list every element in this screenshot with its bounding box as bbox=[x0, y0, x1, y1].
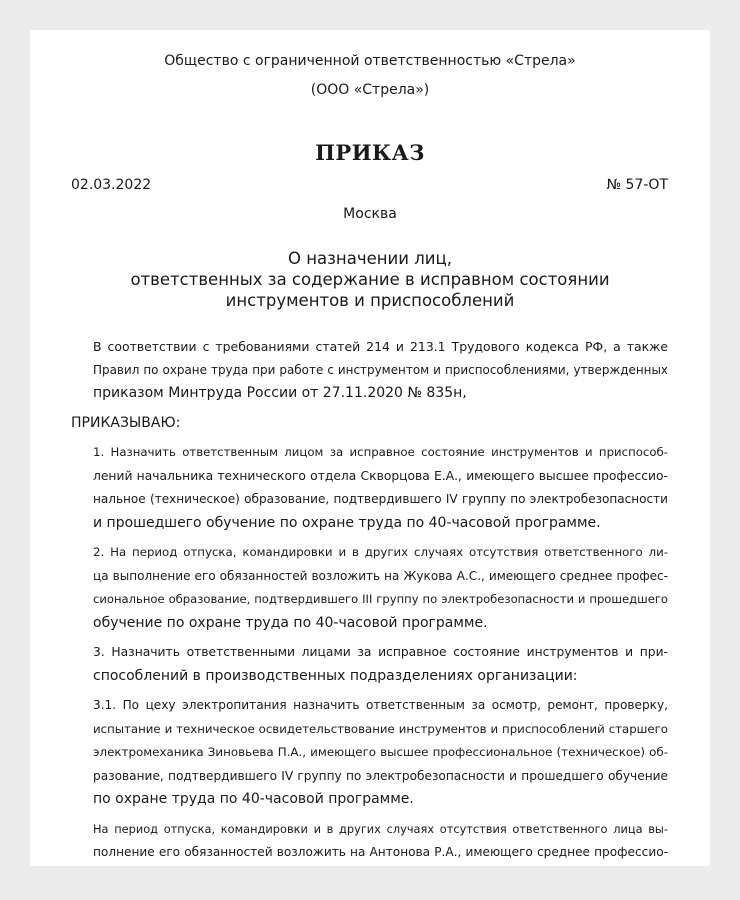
text-line: сиональное образование, подтвердившего III группу по электробезопасности и прошедшего bbox=[93, 592, 668, 606]
document-date: 02.03.2022 bbox=[71, 177, 152, 193]
text-line: обучение по охране труда по 40-часовой программе. bbox=[93, 614, 488, 631]
text-line: нальное (техническое) образование, подтвердившего IV группу по электробезопасности bbox=[93, 492, 668, 506]
text-line: приказом Минтруда России от 27.11.2020 № 835н, bbox=[93, 385, 467, 401]
document-number: № 57-ОТ bbox=[606, 177, 668, 193]
text-line: 1. Назначить ответственным лицом за исправное состояние инструментов и приспособ- bbox=[93, 445, 668, 459]
organization-full-name: Общество с ограниченной ответственностью «Стрела» bbox=[164, 53, 576, 69]
subject-line: инструментов и приспособлений bbox=[225, 291, 515, 310]
subject-line: ответственных за содержание в исправном состоянии bbox=[130, 270, 610, 289]
subject-line: О назначении лиц, bbox=[288, 249, 452, 268]
document-subject bbox=[30, 248, 710, 311]
text-line: 2. На период отпуска, командировки и в других случаях отсутствия ответственного ли- bbox=[93, 545, 668, 559]
order-item bbox=[71, 694, 668, 812]
text-line: разование, подтвердившего IV группу по электробезопасности и прошедшего обучение bbox=[93, 768, 668, 783]
document-body bbox=[71, 335, 668, 865]
text-line: способлений в производственных подразделениях организации: bbox=[93, 667, 578, 684]
text-line: и прошедшего обучение по охране труда по 40-часовой программе. bbox=[93, 514, 601, 531]
order-item bbox=[71, 441, 668, 535]
organization-short-name: (ООО «Стрела») bbox=[310, 82, 430, 98]
document-title: ПРИКАЗ bbox=[315, 140, 425, 165]
text-line: 3.1. По цеху электропитания назначить ответственным за осмотр, ремонт, проверку, bbox=[93, 698, 668, 712]
order-item bbox=[71, 541, 668, 635]
text-line: В соответствии с требованиями статей 214 и 213.1 Трудового кодекса РФ, а также bbox=[93, 339, 668, 354]
text-line: На период отпуска, командировки и в других случаях отсутствия ответственного лица вы- bbox=[93, 821, 668, 836]
preamble-paragraph bbox=[71, 335, 668, 406]
order-word: ПРИКАЗЫВАЮ: bbox=[71, 414, 181, 431]
document-city: Москва bbox=[343, 206, 397, 222]
text-line: испытание и техническое освидетельствование инструментов и приспособлений старшего bbox=[93, 721, 668, 736]
text-line: лений начальника технического отдела Скворцова Е.А., имеющего высшее профессио- bbox=[93, 468, 668, 483]
text-line: по охране труда по 40-часовой программе. bbox=[93, 791, 414, 807]
order-item bbox=[71, 818, 668, 865]
text-line: ца выполнение его обязанностей возложить на Жукова А.С., имеющего среднее профес- bbox=[93, 568, 668, 583]
text-line: электромеханика Зиновьева П.А., имеющего высшее профессиональное (техническое) об- bbox=[93, 745, 668, 759]
text-line: полнение его обязанностей возложить на Антонова Р.А., имеющего среднее профессио- bbox=[93, 845, 668, 859]
text-line: 3. Назначить ответственными лицами за исправное состояние инструментов и при- bbox=[93, 645, 668, 659]
order-item bbox=[71, 641, 668, 688]
document-page bbox=[30, 30, 710, 866]
text-line: Правил по охране труда при работе с инструментом и приспособлениями, утвержденных bbox=[93, 362, 668, 377]
